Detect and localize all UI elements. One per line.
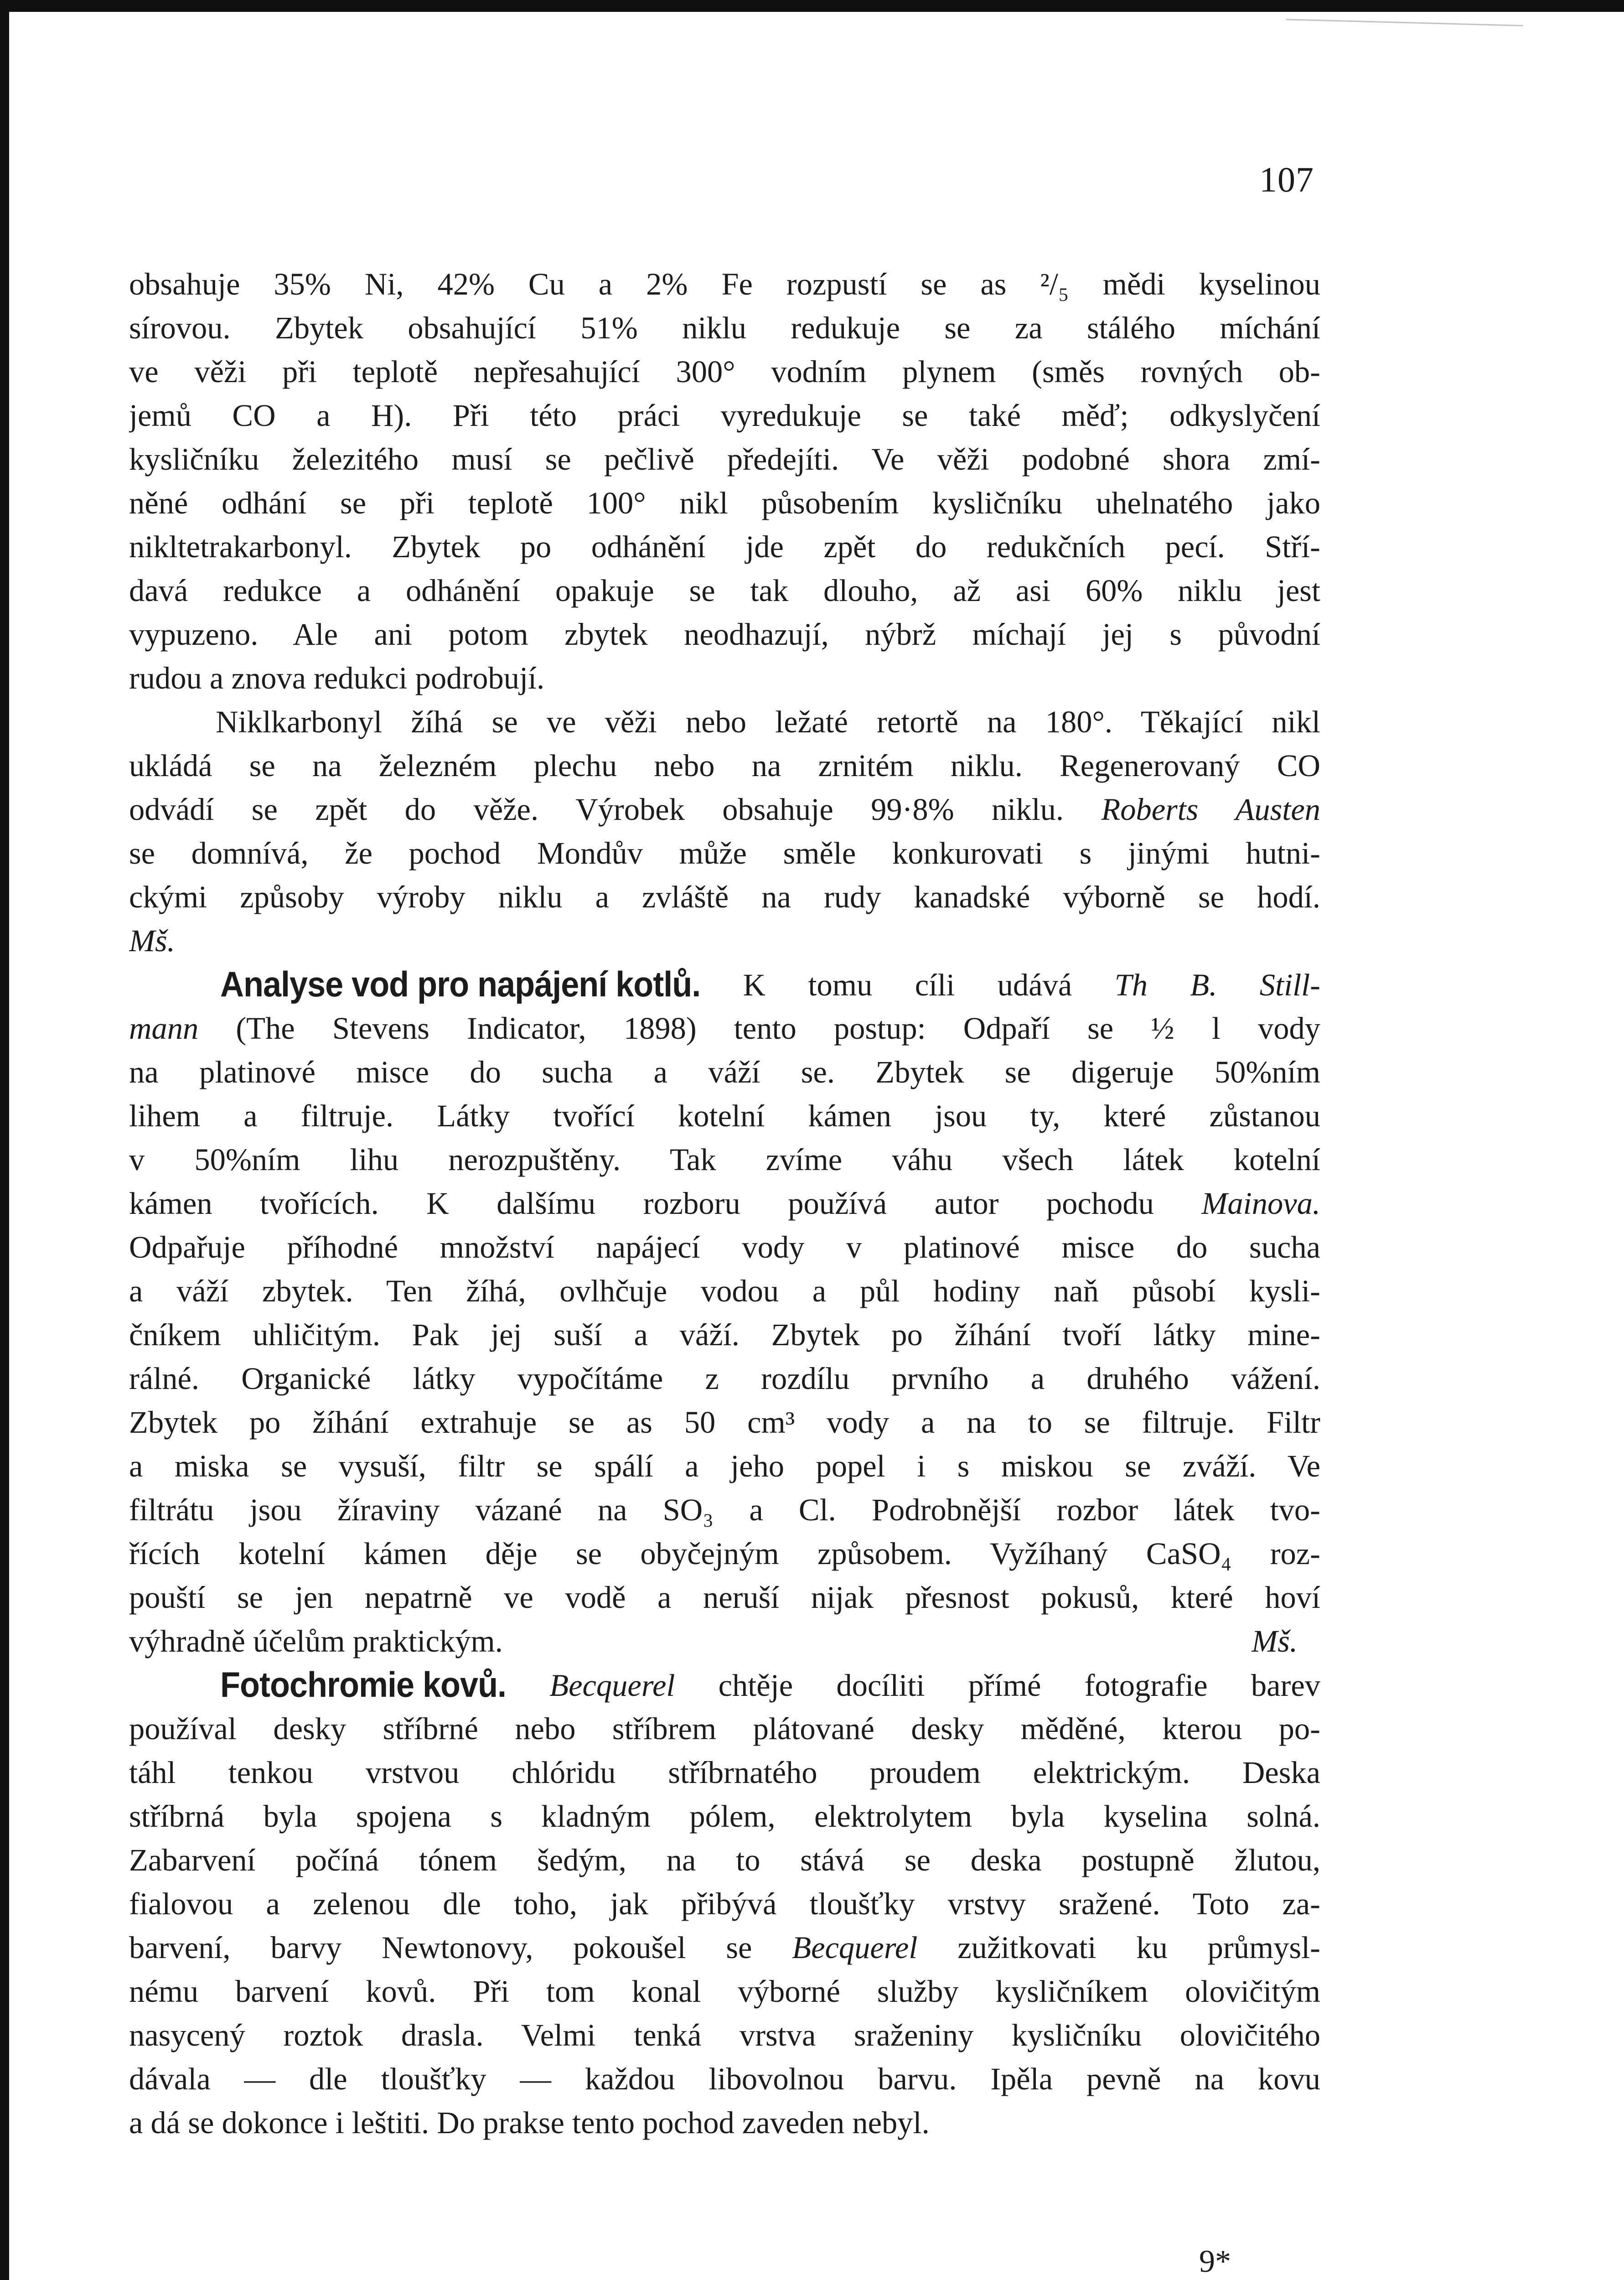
text-span: odvádí se zpět do věže. Výrobek obsahuje 99·8% niklu. <box>129 792 1064 827</box>
author-name: Becquerel <box>792 1930 918 1965</box>
text-line: stříbrná byla spojena s kladným pólem, elektrolytem byla kyselina solná. <box>129 1799 1320 1834</box>
signature: Mš. <box>129 923 175 958</box>
text-line: na platinové misce do sucha a váží se. Zbytek se digeruje 50%ním <box>129 1055 1320 1089</box>
text-line: kysličníku železitého musí se pečlivě předejíti. Ve věži podobné shora zmí- <box>129 442 1320 477</box>
text-line: nému barvení kovů. Při tom konal výborné služby kysličníkem olovičitým <box>129 1974 1320 2009</box>
text-line: dávala — dle tloušťky — každou libovolnou barvu. Ipěla pevně na kovu <box>129 2062 1320 2096</box>
text-span: kámen tvořících. K dalšímu rozboru používá autor pochodu <box>129 1186 1154 1221</box>
text-line <box>129 1619 1320 1663</box>
text-line: davá redukce a odhánění opakuje se tak dlouho, až asi 60% niklu jest <box>129 573 1320 608</box>
section-heading: Fotochromie kovů. <box>220 1665 507 1705</box>
text-line: ckými způsoby výroby niklu a zvláště na rudy kanadské výborně se hodí. <box>129 880 1320 914</box>
text-span: zužitkovati ku průmysl- <box>957 1930 1320 1965</box>
text-line <box>129 1006 1320 1050</box>
author-name: Th B. Still- <box>1114 968 1320 1002</box>
page-body <box>129 262 1320 2145</box>
text-span: barvení, barvy Newtonovy, pokoušel se <box>129 1930 752 1965</box>
text-line <box>129 1181 1320 1225</box>
text-line: vypuzeno. Ale ani potom zbytek neodhazují, nýbrž míchají jej s původní <box>129 617 1320 652</box>
text-line: Zbytek po žíhání extrahuje se as 50 cm³ vody a na to se filtruje. Filtr <box>129 1405 1320 1440</box>
section-heading: Analyse vod pro napájení kotlů. <box>220 964 701 1005</box>
text-line: Niklkarbonyl žíhá se ve věži nebo ležaté retortě na 180°. Těkající nikl <box>216 705 1320 739</box>
section-heading-line <box>129 1663 1320 1707</box>
text-line: pouští se jen nepatrně ve vodě a neruší nijak přesnost pokusů, které hoví <box>129 1580 1320 1615</box>
text-line: sírovou. Zbytek obsahující 51% niklu redukuje se za stálého míchání <box>129 311 1320 345</box>
text-span: výhradně účelům praktickým. <box>129 1624 503 1658</box>
text-line: obsahuje 35% Ni, 42% Cu a 2% Fe rozpustí se as ²/₅ mědi kyselinou <box>129 267 1320 301</box>
text-line: nasycený roztok drasla. Velmi tenká vrstva sraženiny kysličníku olovičitého <box>129 2018 1320 2052</box>
author-name: mann <box>129 1011 199 1046</box>
text-line: a dá se dokonce i leštiti. Do prakse tento pochod zaveden nebyl. <box>129 2105 930 2140</box>
text-line: lihem a filtruje. Látky tvořící kotelní kámen jsou ty, které zůstanou <box>129 1099 1320 1133</box>
text-line: v 50%ním lihu nerozpuštěny. Tak zvíme váhu všech látek kotelní <box>129 1142 1320 1177</box>
text-line: se domnívá, že pochod Mondův může směle konkurovati s jinými hutni- <box>129 836 1320 871</box>
section-heading-line <box>129 963 1320 1006</box>
text-line: rálné. Organické látky vypočítáme z rozdílu prvního a druhého vážení. <box>129 1361 1320 1396</box>
text-line: filtrátu jsou žíraviny vázané na SO₃ a Cl. Podrobnější rozbor látek tvo- <box>129 1492 1320 1527</box>
text-line: táhl tenkou vrstvou chlóridu stříbrnatého proudem elektrickým. Deska <box>129 1755 1320 1790</box>
scan-smudge <box>1286 19 1523 45</box>
text-line: fialovou a zelenou dle toho, jak přibývá tloušťky vrstvy sražené. Toto za- <box>129 1886 1320 1921</box>
scan-border-top <box>0 0 1624 12</box>
author-name: Roberts Austen <box>1101 792 1320 827</box>
text-line: nikltetrakarbonyl. Zbytek po odhánění jde zpět do redukčních pecí. Stří- <box>129 529 1320 564</box>
signature: Mš. <box>1252 1624 1298 1658</box>
text-line: a miska se vysuší, filtr se spálí a jeho popel i s miskou se zváží. Ve <box>129 1449 1320 1483</box>
folio-signature: 9* <box>1199 2244 1231 2279</box>
text-line: ve věži při teplotě nepřesahující 300° vodním plynem (směs rovných ob- <box>129 354 1320 389</box>
text-line: rudou a znova redukci podrobují. <box>129 661 545 695</box>
author-name: Mainova. <box>1201 1186 1320 1221</box>
scan-border-left <box>0 0 9 2280</box>
text-line: ukládá se na železném plechu nebo na zrnitém niklu. Regenerovaný CO <box>129 748 1320 783</box>
text-line: a váží zbytek. Ten žíhá, ovlhčuje vodou a půl hodiny naň působí kysli- <box>129 1274 1320 1308</box>
text-line: něné odhání se při teplotě 100° nikl působením kysličníku uhelnatého jako <box>129 486 1320 520</box>
text-line: používal desky stříbrné nebo stříbrem plátované desky měděné, kterou po- <box>129 1711 1320 1746</box>
author-name: Becquerel <box>549 1668 675 1703</box>
text-line: Zabarvení počíná tónem šedým, na to stává se deska postupně žlutou, <box>129 1843 1320 1877</box>
text-span: K tomu cíli udává <box>743 968 1072 1002</box>
text-line: Odpařuje příhodné množství napájecí vody v platinové misce do sucha <box>129 1230 1320 1264</box>
page-number: 107 <box>1259 160 1314 199</box>
text-line: jemů CO a H). Při této práci vyredukuje se také měď; odkyslyčení <box>129 398 1320 433</box>
text-line: řících kotelní kámen děje se obyčejným způsobem. Vyžíhaný CaSO₄ roz- <box>129 1536 1320 1571</box>
text-line <box>129 788 1320 831</box>
text-line: čníkem uhličitým. Pak jej suší a váží. Zbytek po žíhání tvoří látky mine- <box>129 1317 1320 1352</box>
text-span: chtěje docíliti přímé fotografie barev <box>718 1668 1320 1703</box>
text-line <box>129 1926 1320 1969</box>
text-span: (The Stevens Indicator, 1898) tento postup: Odpaří se ½ l vody <box>236 1011 1320 1046</box>
